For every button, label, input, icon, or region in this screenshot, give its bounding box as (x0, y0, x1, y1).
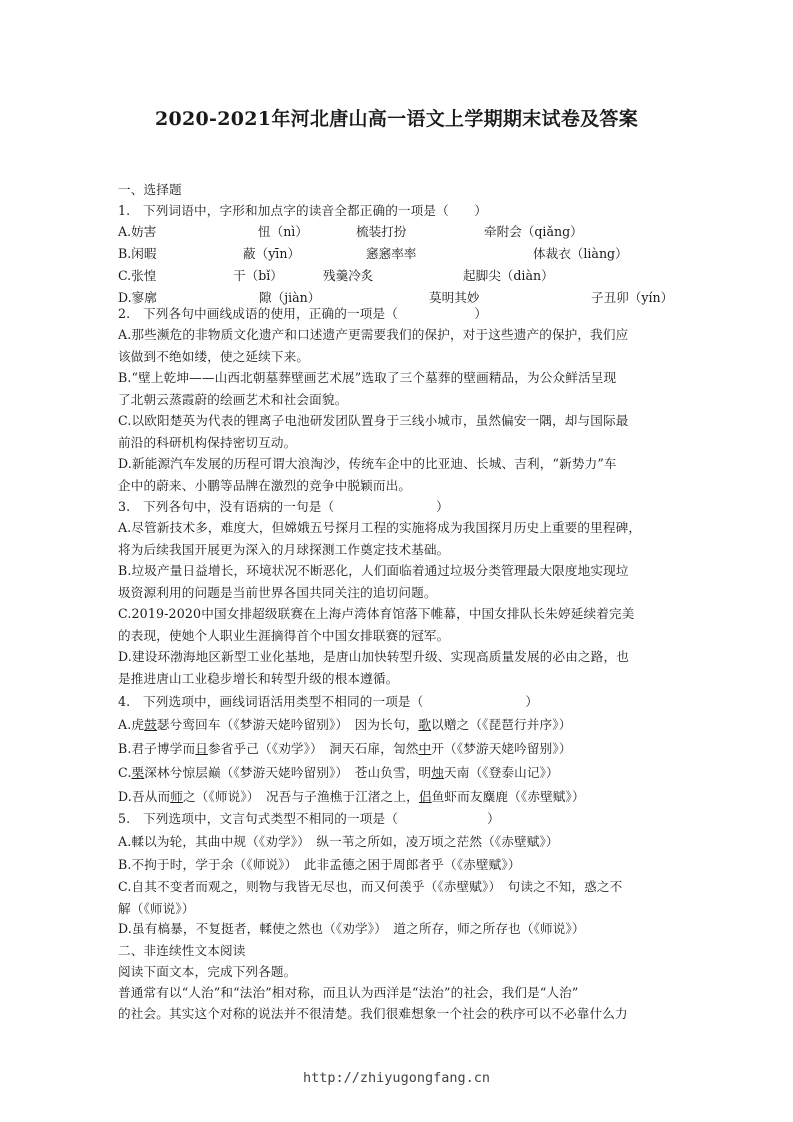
question-2-line: C.以欧阳楚英为代表的锂离子电池研发团队置身于三线小城市，虽然偏安一隅，却与国际最 (118, 413, 629, 428)
underlined-word: 栗 (131, 765, 145, 780)
question-2-line: D.新能源汽车发展的历程可谓大浪淘沙，传统车企中的比亚迪、长城、吉利，“新势力”车 (118, 456, 617, 471)
question-5-line: C.自其不变者而观之，则物与我皆无尽也，而又何羡乎（《赤壁赋》） 句读之不知，惑之不 (118, 879, 623, 894)
question-2-line: 了北朝云蒸霞蔚的绘画艺术和社会面貌。 (118, 392, 348, 407)
question-2-line: A.那些濒危的非物质文化遗产和口述遗产更需要我们的保护，对于这些遗产的保护，我们应 (118, 327, 629, 342)
question-5-line: A.輮以为轮，其曲中规（《劝学》） 纵一苇之所如，凌万顷之茫然（《赤壁赋》） (118, 834, 559, 849)
question-4-option-b: B.君子博学而日参省乎己（《劝学》） 洞天石扉，訇然中开（《梦游天姥吟留别》） (118, 741, 572, 756)
question-4-option-c: C.栗深林兮惊层巅（《梦游天姥吟留别》） 苍山负雪，明烛天南（《登泰山记》） (118, 765, 559, 780)
underlined-word: 鼓 (144, 717, 157, 732)
page-title: 2020-2021年河北唐山高一语文上学期期末试卷及答案 (154, 108, 639, 130)
question-5-line: 解（《师说》） (118, 901, 195, 916)
document-page: 2020-2021年河北唐山高一语文上学期期末试卷及答案 一、选择题 1. 下列词语中，字形和加点字的读音全都正确的一项是（ ） A.妨害 忸（nì） 梳装打扮 牵附会（qiǎng） B.闲暇 蔽（yīn） 窸窸率率 体裁衣（liàng） C.张惶 干（bǐ） 残羹冷炙 起脚尖（diàn） D.寥廓 隙（jiàn） 莫明其妙 子丑卯（yín） 2. 下列各句中画线成语的使用，正确的一项是（ ） A.那些濒危的非物质文化遗产和口述遗产更需要我们的保护，对于这些遗产的保护，我们应 该做到不绝如缕，使之延续下来。 B.“壁上乾坤——山西北朝墓葬壁画艺术展”选取了三个墓葬的壁画精品，为公众鲜活呈现 了北朝云蒸霞蔚的绘画艺术和社会面貌。 C.以欧阳楚英为代表的锂离子电池研发团队置身于三线小城市，虽然偏安一隅，却与国际最 前沿的科研机构保持密切互动。 D.新能源汽车发展的历程可谓大浪淘沙，传统车企中的比亚迪、长城、吉利，“新势力”车 企中的蔚来、小鹏等品牌在激烈的竞争中脱颖而出。 3. 下列各句中，没有语病的一句是（ ） A.尽管新技术多，难度大，但嫦娥五号探月工程的实施将成为我国探月历史上重要的里程碑， 将为后续我国开展更为深入的月球探测工作奠定技术基础。 B.垃圾产量日益增长，环境状况不断恶化，人们面临着通过垃圾分类管理最大限度地实现垃 圾资源利用的问题是当前世界各国共同关注的追切问题。 C.2019-2020中国女排超级联赛在上海卢湾体育馆落下帷幕，中国女排队长朱婷延续着完美 的表现，使她个人职业生涯摘得首个中国女排联赛的冠军。 D.建设环渤海地区新型工业化基地，是唐山加快转型升级、实现高质量发展的必由之路，也 是推进唐山工业稳步增长和转型升级的根本遵循。 4. 下列选项中，画线词语活用类型不相同的一项是（ ） A.虎鼓瑟兮鸾回车（《梦游天姥吟留别》） 因为长句，歌以赠之（《琵琶行并序》） B.君子博学而日参省乎己（《劝学》） 洞天石扉，訇然中开（《梦游天姥吟留别》） C.栗深林兮惊层巅（《梦游天姥吟留别》） 苍山负雪，明烛天南（《登泰山记》） D.吾从而师之（《师说》） 况吾与子渔樵于江渚之上，侣鱼虾而友麋鹿（《赤壁赋》） 5. 下列选项中，文言句式类型不相同的一项是（ ） A.輮以为轮，其曲中规（《劝学》） 纵一苇之所如，凌万顷之茫然（《赤壁赋》） B.不拘于时，学于余（《师说》） 此非孟德之困于周郎者乎（《赤壁赋》） C.自其不变者而观之，则物与我皆无尽也，而又何羡乎（《赤壁赋》） 句读之不知，惑之不 解（《师说》） D.虽有槁暴，不复挺者，輮使之然也（《劝学》） 道之所存，师之所存也（《师说》） 二、非连续性文本阅读 阅读下面文本，完成下列各题。 普通常有以“人治”和“法治”相对称，而且认为西洋是“法治”的社会，我们是“人治” 的社会。其实这个对称的说法并不很清楚。我们很难想象一个社会的秩序可以不必靠什么力 http://zhiyugongfang.cn (0, 0, 793, 1122)
question-3-line: A.尽管新技术多，难度大，但嫦娥五号探月工程的实施将成为我国探月历史上重要的里程碑， (118, 520, 642, 535)
underlined-word: 烛 (431, 765, 444, 780)
question-3-line: D.建设环渤海地区新型工业化基地，是唐山加快转型升级、实现高质量发展的必由之路，也 (118, 649, 629, 664)
question-5-stem: 5. 下列选项中，文言句式类型不相同的一项是（ ） (118, 811, 500, 826)
question-3-line: 将为后续我国开展更为深入的月球探测工作奠定技术基础。 (118, 542, 450, 557)
underlined-word: 中 (418, 741, 432, 756)
question-3-stem: 3. 下列各句中，没有语病的一句是（ ） (118, 499, 449, 514)
question-4-option-a: A.虎鼓瑟兮鸾回车（《梦游天姥吟留别》） 因为长句，歌以赠之（《琵琶行并序》） (118, 717, 572, 732)
underlined-word: 日 (195, 741, 209, 756)
question-4-option-d: D.吾从而师之（《师说》） 况吾与子渔樵于江渚之上，侣鱼虾而友麋鹿（《赤壁赋》） (118, 789, 585, 804)
question-2-stem: 2. 下列各句中画线成语的使用，正确的一项是（ ） (118, 306, 488, 321)
underlined-word: 歌 (418, 717, 432, 732)
question-2-line: 前沿的科研机构保持密切互动。 (118, 435, 297, 450)
question-2-line: B.“壁上乾坤——山西北朝墓葬壁画艺术展”选取了三个墓葬的壁画精品，为公众鲜活呈现 (118, 370, 617, 385)
question-1-stem: 1. 下列词语中，字形和加点字的读音全都正确的一项是（ ） (118, 203, 488, 218)
question-4-stem: 4. 下列选项中，画线词语活用类型不相同的一项是（ ） (118, 694, 539, 709)
section-heading-choice: 一、选择题 (118, 182, 182, 197)
passage-line: 的社会。其实这个对称的说法并不很清楚。我们很难想象一个社会的秩序可以不必靠什么力 (118, 1006, 628, 1021)
underlined-word: 侣 (418, 789, 432, 804)
question-5-line: D.虽有槁暴，不复挺者，輮使之然也（《劝学》） 道之所存，师之所存也（《师说》） (118, 921, 585, 936)
question-2-line: 企中的蔚来、小鹏等品牌在激烈的竞争中脱颖而出。 (118, 478, 412, 493)
section-heading-reading: 二、非连续性文本阅读 (118, 943, 246, 958)
reading-instructions: 阅读下面文本，完成下列各题。 (118, 964, 297, 979)
question-5-line: B.不拘于时，学于余（《师说》） 此非孟德之困于周郎者乎（《赤壁赋》） (118, 857, 521, 872)
footer-url: http://zhiyugongfang.cn (303, 1070, 490, 1086)
question-3-line: 是推进唐山工业稳步增长和转型升级的根本遵循。 (118, 671, 399, 686)
question-3-line: C.2019-2020中国女排超级联赛在上海卢湾体育馆落下帷幕，中国女排队长朱婷延续着完美 (118, 606, 635, 621)
question-3-line: B.垃圾产量日益增长，环境状况不断恶化，人们面临着通过垃圾分类管理最大限度地实现垃 (118, 563, 629, 578)
underlined-word: 师 (170, 789, 183, 804)
question-3-line: 圾资源利用的问题是当前世界各国共同关注的追切问题。 (118, 585, 437, 600)
question-3-line: 的表现，使她个人职业生涯摘得首个中国女排联赛的冠军。 (118, 628, 450, 643)
question-2-line: 该做到不绝如缕，使之延续下来。 (118, 349, 310, 364)
passage-line: 普通常有以“人治”和“法治”相对称，而且认为西洋是“法治”的社会，我们是“人治” (118, 985, 579, 1000)
